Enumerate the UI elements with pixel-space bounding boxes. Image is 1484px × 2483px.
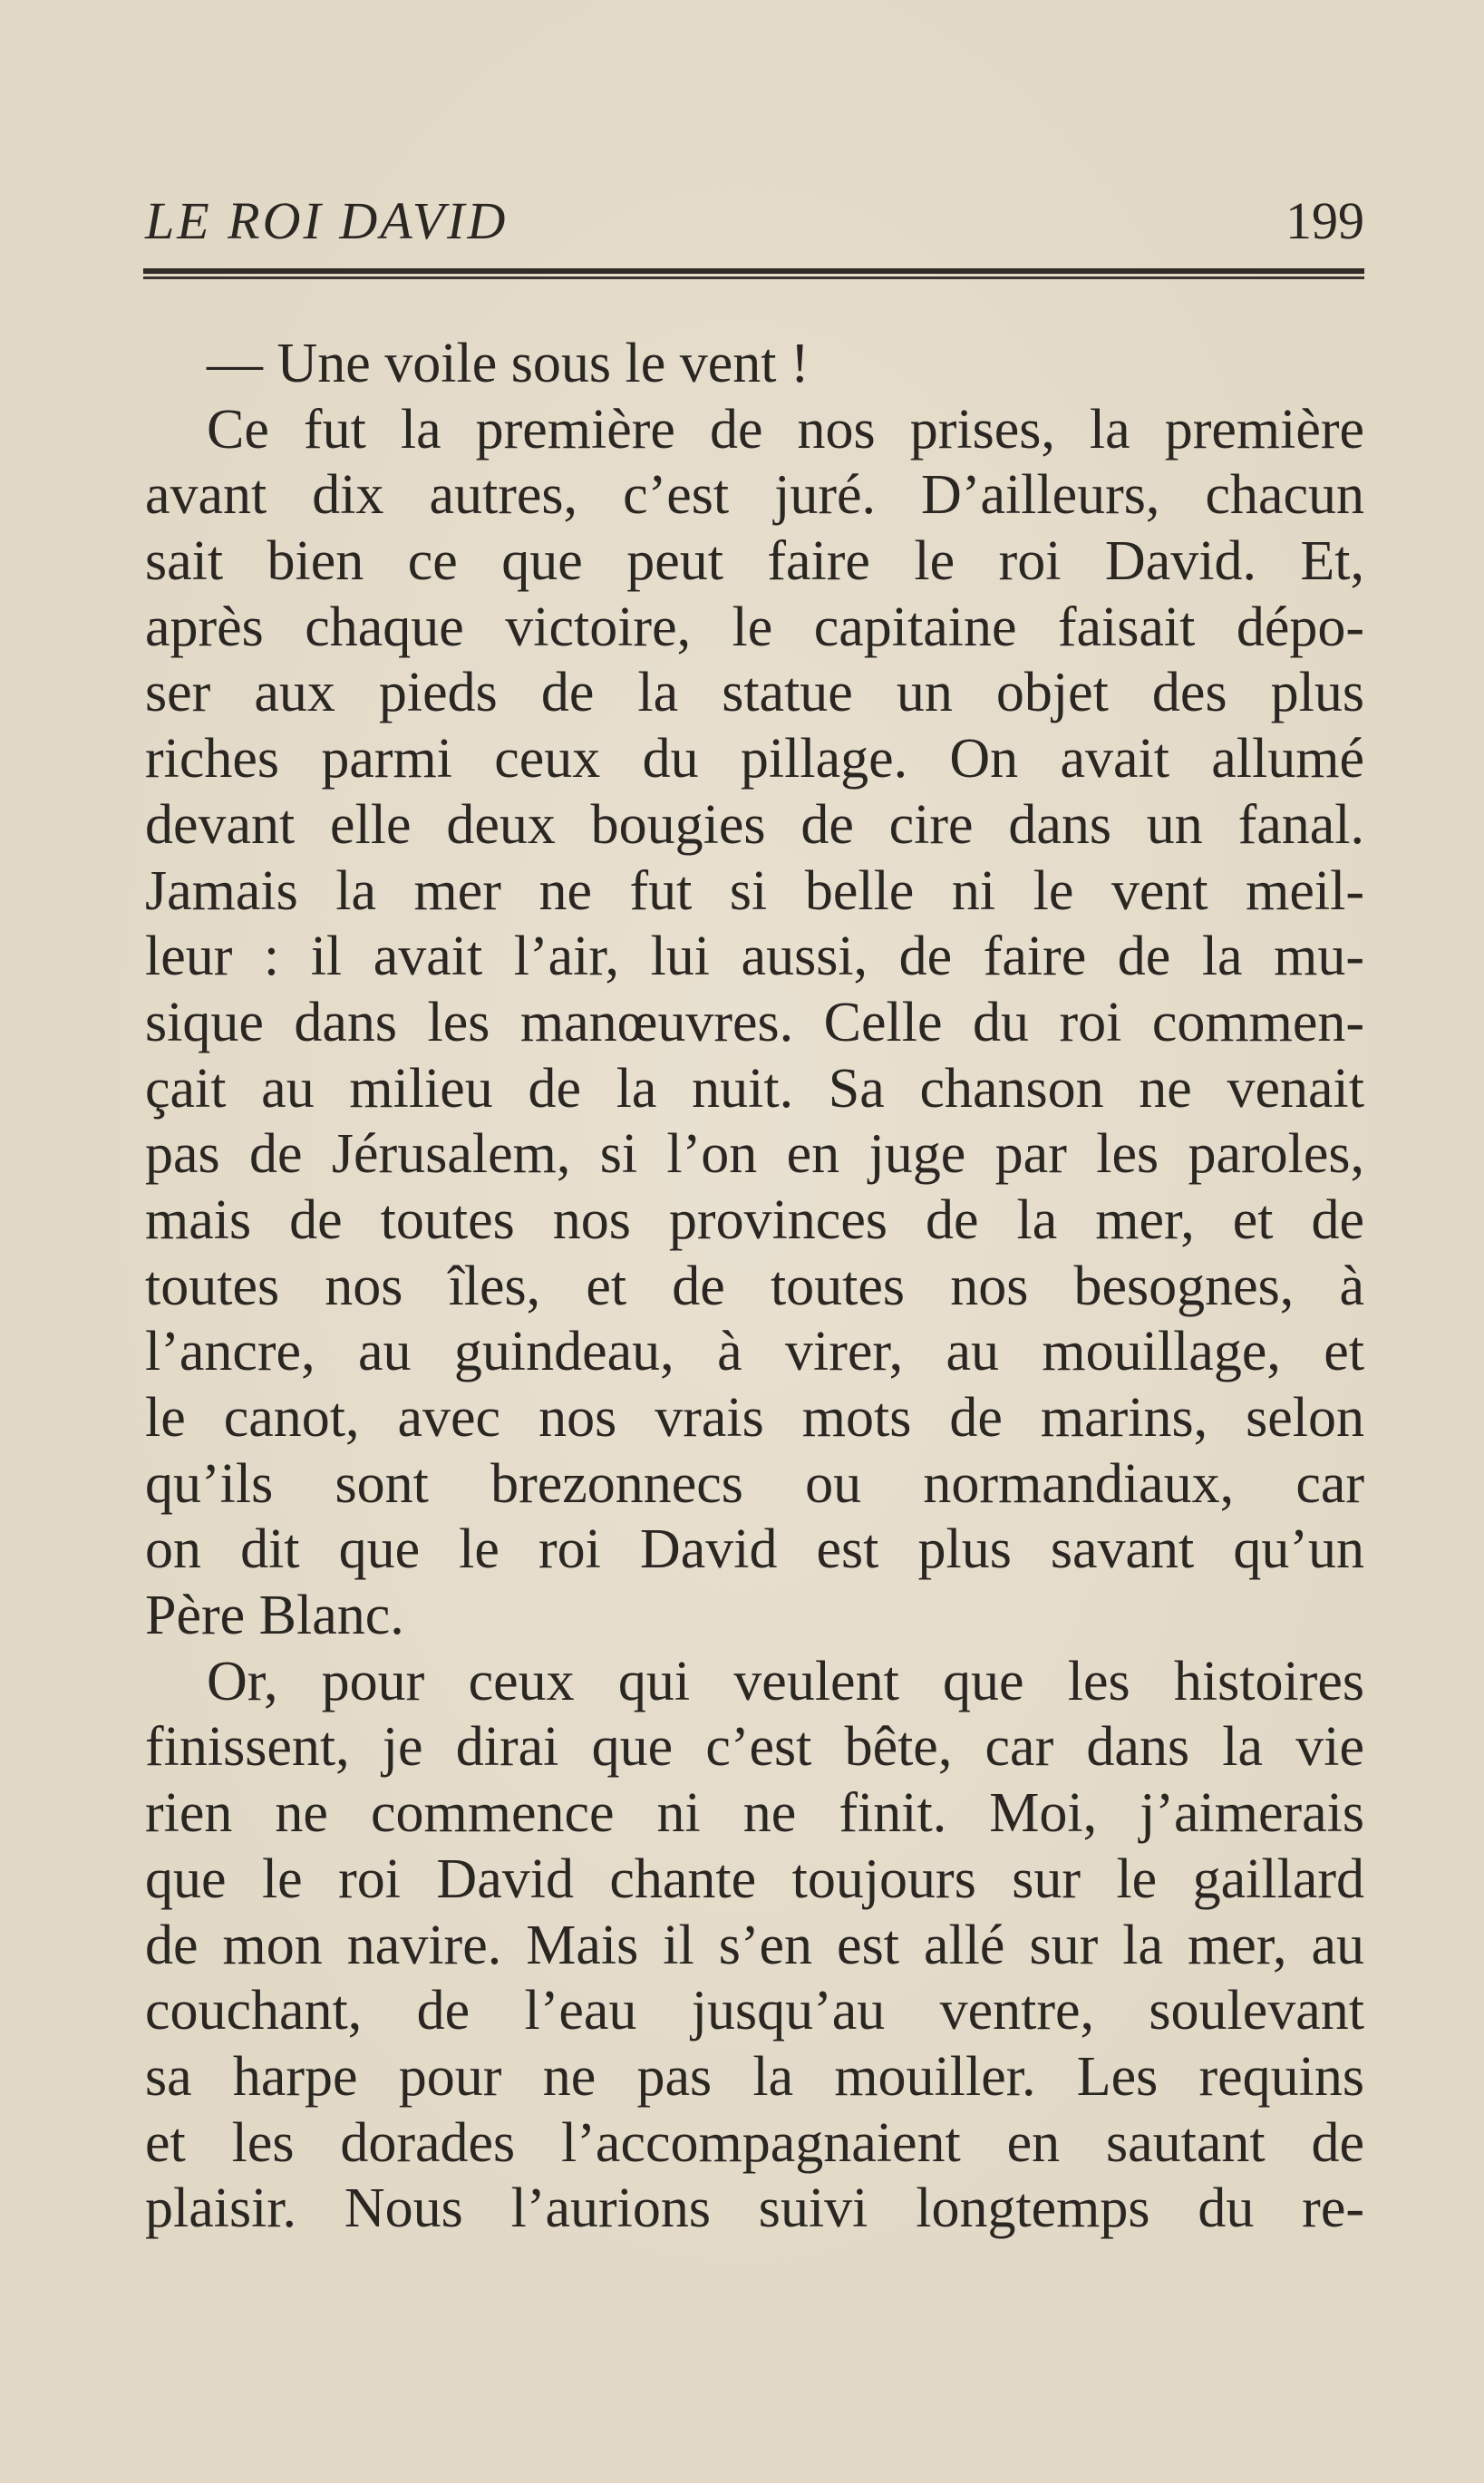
text-line: de mon navire. Mais il s’en est allé sur la mer, au (145, 1914, 1364, 1976)
text-line: après chaque victoire, le capitaine faisait dépo- (145, 596, 1364, 658)
text-line: et les dorades l’accompagnaient en sautant de (145, 2111, 1364, 2174)
text-line: Ce fut la première de nos prises, la première (207, 398, 1364, 461)
text-line: couchant, de l’eau jusqu’au ventre, soulevant (145, 1980, 1364, 2042)
running-title: LE ROI DAVID (145, 191, 509, 250)
text-line: sa harpe pour ne pas la mouiller. Les requins (145, 2045, 1364, 2108)
header-rule-thin (143, 276, 1364, 279)
text-line: ser aux pieds de la statue un objet des plus (145, 662, 1364, 724)
text-line: sique dans les manœuvres. Celle du roi commen- (145, 991, 1364, 1053)
page-number: 199 (1285, 191, 1364, 250)
text-line: sait bien ce que peut faire le roi David. Et, (145, 530, 1364, 593)
text-line: Père Blanc. (145, 1585, 404, 1647)
text-line: rien ne commence ni ne finit. Moi, j’aimerais (145, 1782, 1364, 1845)
running-head (145, 190, 1364, 254)
text-line: finissent, je dirai que c’est bête, car dans la vie (145, 1716, 1364, 1779)
text-line: l’ancre, au guindeau, à virer, au mouillage, et (145, 1321, 1364, 1383)
header-rule-thick (143, 268, 1364, 274)
header-rule (143, 268, 1364, 281)
text-line: mais de toutes nos provinces de la mer, et de (145, 1188, 1364, 1251)
text-line: plaisir. Nous l’aurions suivi longtemps du re- (145, 2177, 1364, 2240)
text-line: le canot, avec nos vrais mots de marins, selon (145, 1387, 1364, 1449)
body-text (145, 331, 1364, 2242)
text-line: riches parmi ceux du pillage. On avait allumé (145, 728, 1364, 790)
text-line: avant dix autres, c’est juré. D’ailleurs, chacun (145, 464, 1364, 527)
text-line: Jamais la mer ne fut si belle ni le vent meil- (145, 859, 1364, 922)
text-line: toutes nos îles, et de toutes nos besognes, à (145, 1255, 1364, 1317)
text-line: on dit que le roi David est plus savant qu’un (145, 1518, 1364, 1581)
text-line: — Une voile sous le vent ! (207, 333, 810, 394)
text-line: Or, pour ceux qui veulent que les histoires (207, 1650, 1364, 1712)
text-line: qu’ils sont brezonnecs ou normandiaux, car (145, 1452, 1364, 1515)
text-line: devant elle deux bougies de cire dans un fanal. (145, 793, 1364, 856)
text-line: pas de Jérusalem, si l’on en juge par les paroles, (145, 1123, 1364, 1186)
text-line: que le roi David chante toujours sur le gaillard (145, 1848, 1364, 1910)
text-line: leur : il avait l’air, lui aussi, de faire de la mu- (145, 926, 1364, 988)
text-line: çait au milieu de la nuit. Sa chanson ne venait (145, 1057, 1364, 1120)
